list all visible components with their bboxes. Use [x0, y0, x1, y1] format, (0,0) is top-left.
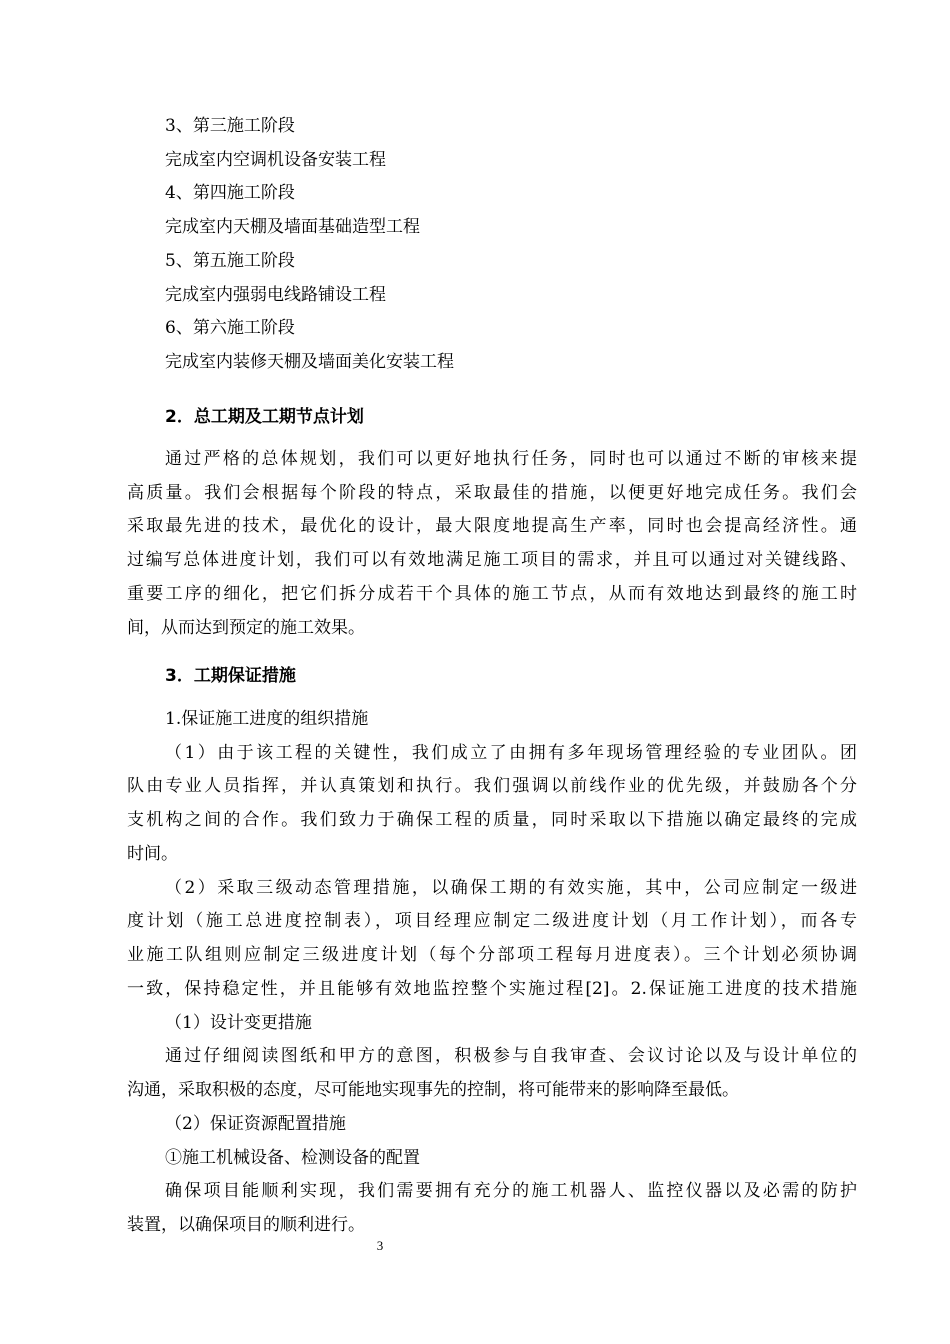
list-item-stage5: 5、第五施工阶段 [165, 251, 295, 271]
list-item-stage5-desc: 完成室内强弱电线路铺设工程 [165, 285, 386, 305]
section3-paragraph-line: 支机构之间的合作。我们致力于确保工程的质量，同时采取以下措施以确定最终的完成 [127, 810, 857, 830]
section2-paragraph-line: 过编写总体进度计划，我们可以有效地满足施工项目的需求，并且可以通过对关键线路、 [127, 550, 857, 570]
section3-subheading-organization: 1.保证施工进度的组织措施 [165, 709, 369, 729]
page-number: 3 [376, 1238, 384, 1253]
list-item-stage6: 6、第六施工阶段 [165, 318, 295, 338]
section3-paragraph-line: 时间。 [127, 844, 178, 864]
section3-paragraph-line: （2）采取三级动态管理措施，以确保工期的有效实施，其中，公司应制定一级进 [165, 878, 857, 898]
section3-paragraph-line: 业施工队组则应制定三级进度计划（每个分部项工程每月进度表）。三个计划必须协调 [127, 945, 857, 965]
section3-heading: 3．工期保证措施 [165, 666, 296, 686]
section2-paragraph-line: 间，从而达到预定的施工效果。 [127, 618, 365, 638]
section3-paragraph-line: （1）由于该工程的关键性，我们成立了由拥有多年现场管理经验的专业团队。团 [165, 743, 857, 763]
section3-paragraph-line: 通过仔细阅读图纸和甲方的意图，积极参与自我审查、会议讨论以及与设计单位的 [165, 1046, 857, 1066]
section2-paragraph-line: 采取最先进的技术，最优化的设计，最大限度地提高生产率，同时也会提高经济性。通 [127, 516, 857, 536]
list-item-stage6-desc: 完成室内装修天棚及墙面美化安装工程 [165, 352, 454, 372]
list-item-stage3: 3、第三施工阶段 [165, 116, 295, 136]
section3-paragraph-line: 队由专业人员指挥，并认真策划和执行。我们强调以前线作业的优先级，并鼓励各个分 [127, 776, 857, 796]
section3-paragraph-line: 一致，保持稳定性，并且能够有效地监控整个实施过程[2]。2.保证施工进度的技术措施 [127, 979, 857, 999]
list-item-stage4: 4、第四施工阶段 [165, 183, 295, 203]
section2-paragraph-line: 重要工序的细化，把它们拆分成若干个具体的施工节点，从而有效地达到最终的施工时 [127, 584, 857, 604]
list-item-stage3-desc: 完成室内空调机设备安装工程 [165, 150, 386, 170]
section2-paragraph-line: 通过严格的总体规划，我们可以更好地执行任务，同时也可以通过不断的审核来提 [165, 449, 857, 469]
section3-paragraph-line: 装置，以确保项目的顺利进行。 [127, 1215, 365, 1235]
section3-paragraph-line: 沟通，采取积极的态度，尽可能地实现事先的控制，将可能带来的影响降至最低。 [127, 1080, 739, 1100]
list-item-stage4-desc: 完成室内天棚及墙面基础造型工程 [165, 217, 420, 237]
section3-subheading-resource: （2）保证资源配置措施 [165, 1114, 346, 1134]
section2-heading: 2．总工期及工期节点计划 [165, 407, 364, 427]
section3-subheading-design-change: （1）设计变更措施 [165, 1013, 312, 1033]
section2-paragraph-line: 高质量。我们会根据每个阶段的特点，采取最佳的措施，以便更好地完成任务。我们会 [127, 483, 857, 503]
section3-subheading-equipment: ①施工机械设备、检测设备的配置 [165, 1148, 420, 1168]
section3-paragraph-line: 度计划（施工总进度控制表），项目经理应制定二级进度计划（月工作计划），而各专 [127, 911, 857, 931]
section3-paragraph-line: 确保项目能顺利实现，我们需要拥有充分的施工机器人、监控仪器以及必需的防护 [165, 1181, 857, 1201]
